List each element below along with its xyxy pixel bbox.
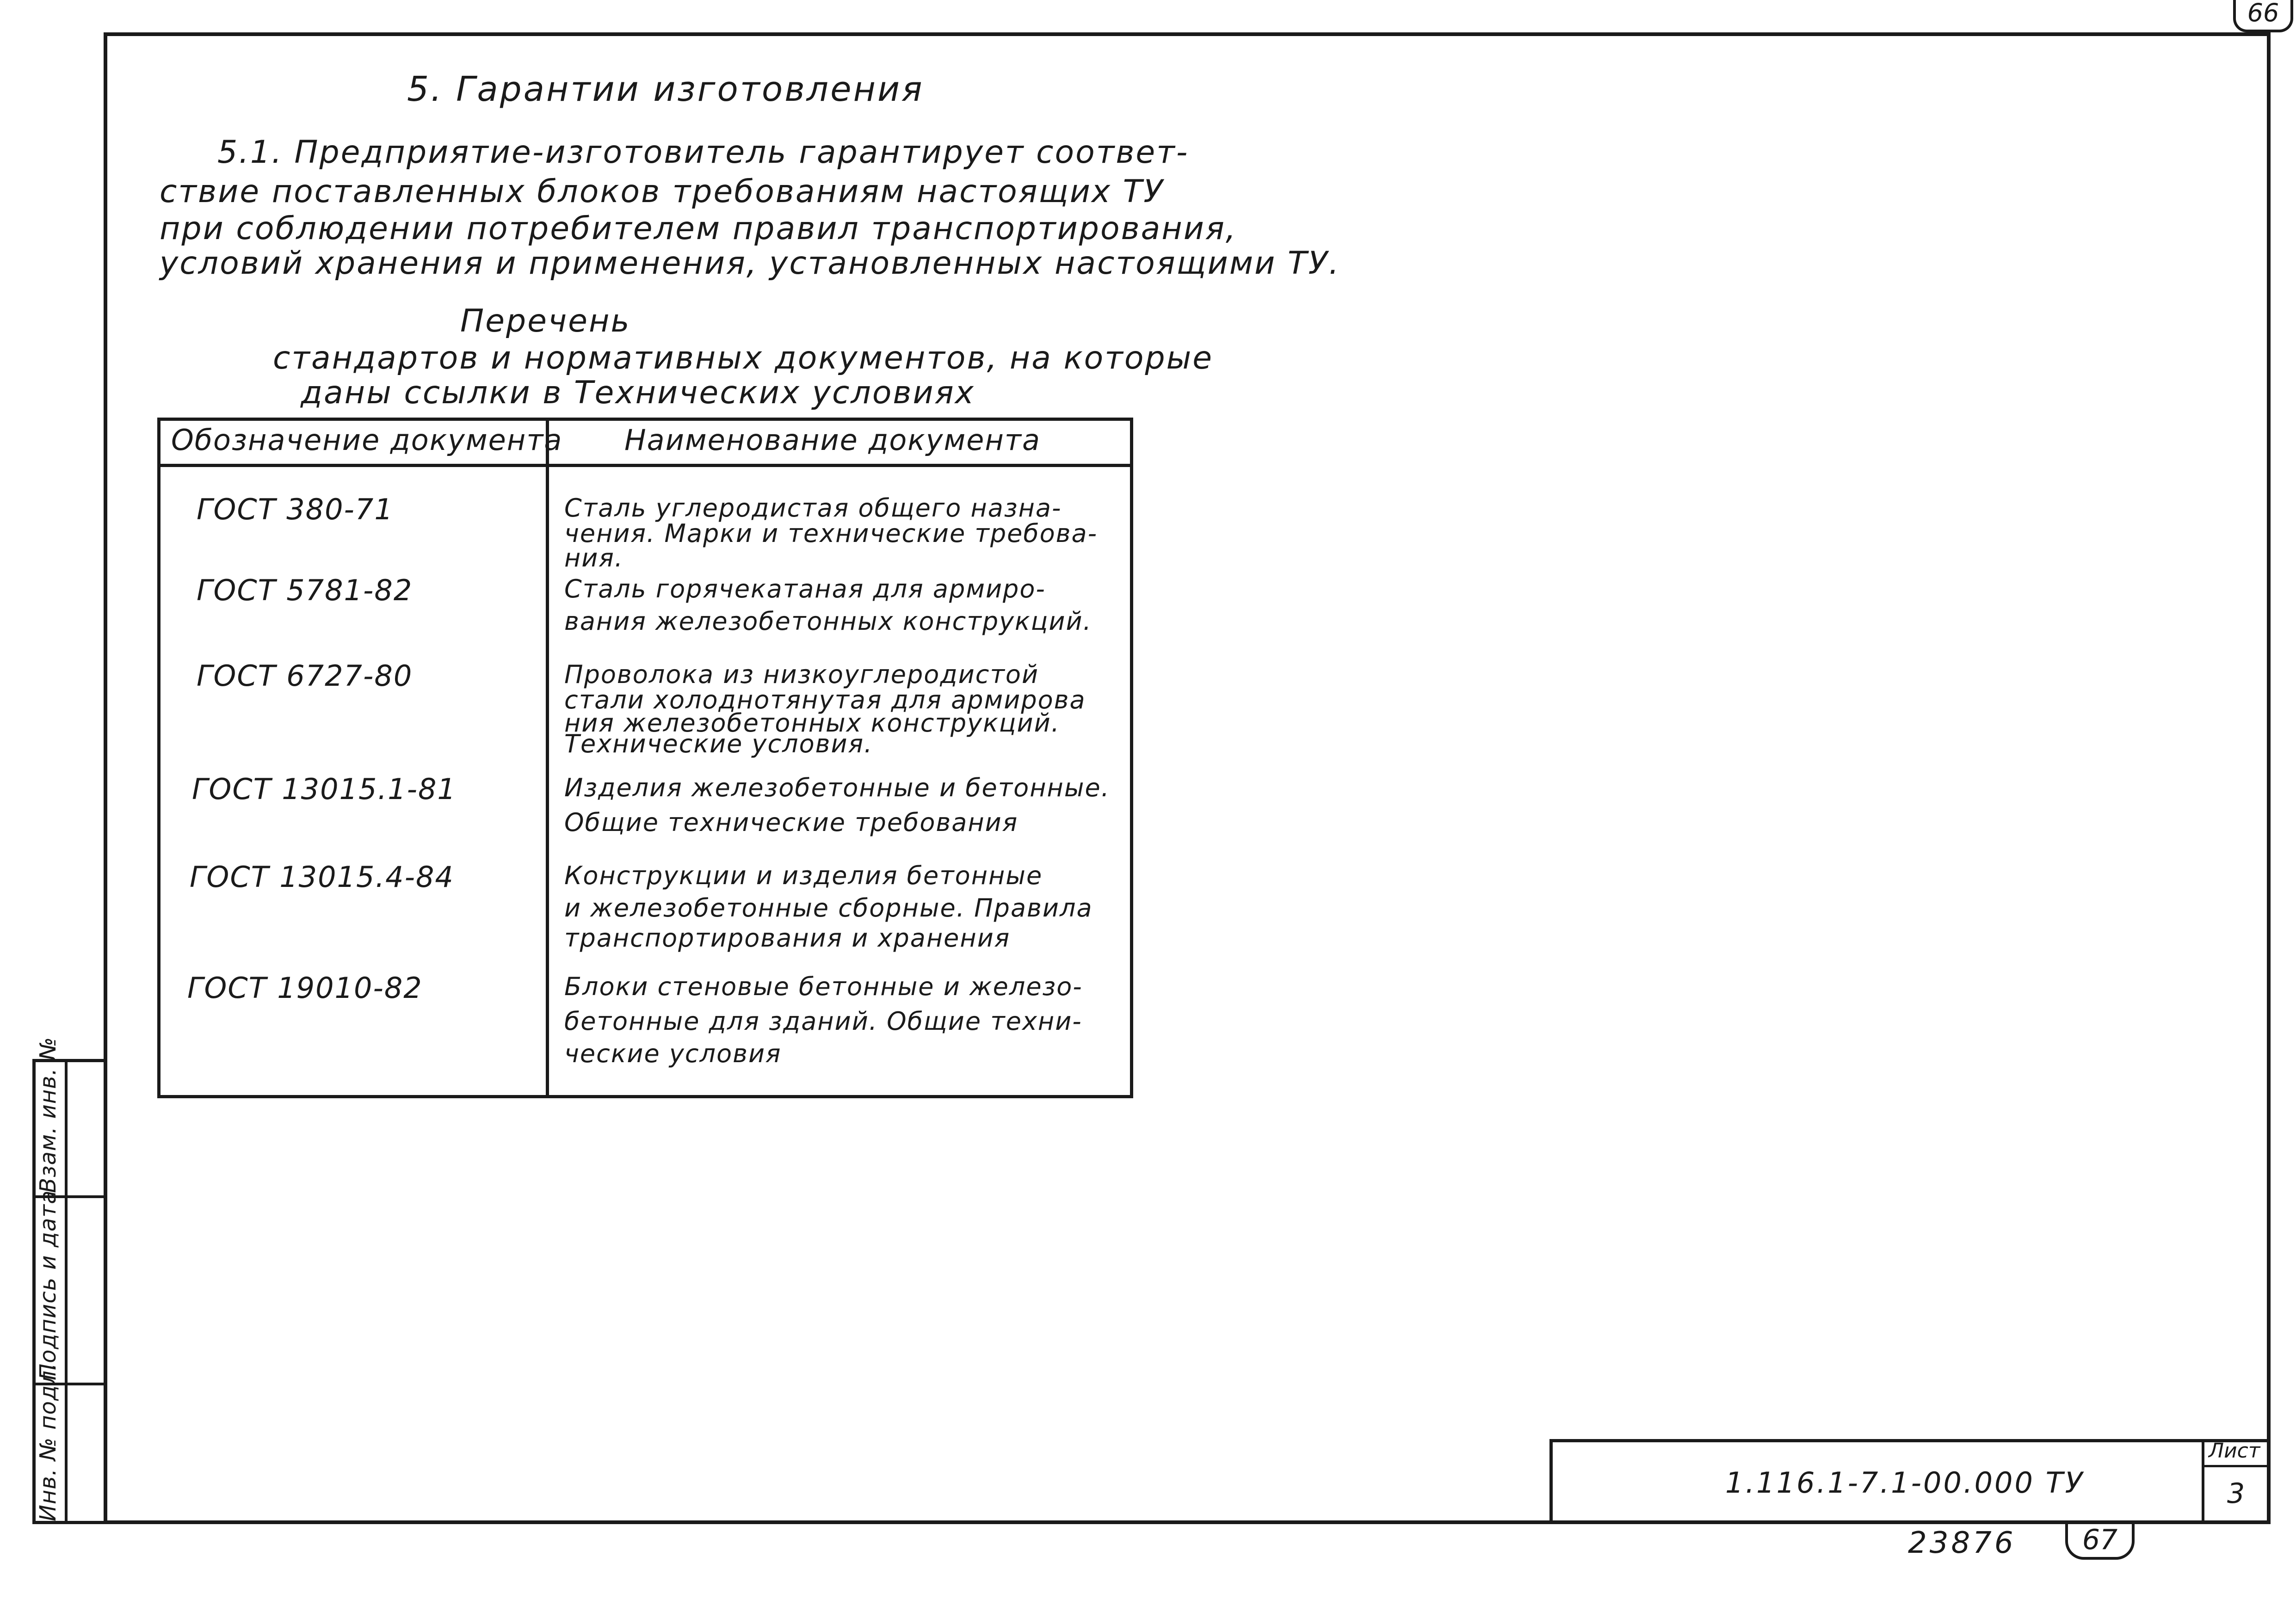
sheet-label: Лист bbox=[2209, 1439, 2260, 1463]
paragraph-line-3: при соблюдении потребителем правил транспортирования, bbox=[160, 210, 1237, 247]
side-label-replacement-inv: Взам. инв. № bbox=[35, 1037, 61, 1193]
table-column-divider bbox=[546, 418, 549, 1098]
corner-page-number: 66 bbox=[2233, 0, 2293, 32]
table-row-5-name-line-1: Конструкции и изделия бетонные bbox=[564, 861, 1043, 890]
table-row-3-name-line-2: стали холоднотянутая для армирова bbox=[564, 685, 1086, 714]
list-subtitle-line-1: стандартов и нормативных документов, на которые bbox=[273, 340, 1214, 376]
sheet-number: 3 bbox=[2227, 1477, 2245, 1510]
table-row-3-code: ГОСТ 6727-80 bbox=[197, 659, 413, 693]
table-header-designation: Обозначение документа bbox=[171, 423, 563, 457]
table-row-5-code: ГОСТ 13015.4-84 bbox=[190, 860, 454, 894]
table-row-1-name-line-1: Сталь углеродистая общего назна- bbox=[564, 493, 1062, 523]
order-number: 23876 bbox=[1908, 1526, 2016, 1560]
table-row-1-name-line-2: чения. Марки и технические требова- bbox=[564, 519, 1098, 548]
table-row-4-name-line-2: Общие технические требования bbox=[564, 808, 1018, 837]
table-row-4-name-line-1: Изделия железобетонные и бетонные. bbox=[564, 773, 1110, 802]
list-title: Перечень bbox=[460, 303, 631, 339]
paragraph-line-1: 5.1. Предприятие-изготовитель гарантирует соответ- bbox=[217, 134, 1189, 171]
table-row-1-code: ГОСТ 380-71 bbox=[197, 492, 394, 526]
side-label-inv-number: Инв. № подл. bbox=[35, 1362, 61, 1521]
table-row-5-name-line-3: транспортирования и хранения bbox=[564, 923, 1011, 953]
table-row-6-name-line-1: Блоки стеновые бетонные и железо- bbox=[564, 972, 1083, 1001]
section-title: 5. Гарантии изготовления bbox=[407, 69, 924, 109]
table-row-6-code: ГОСТ 19010-82 bbox=[187, 971, 423, 1005]
table-row-3-name-line-3: ния железобетонных конструкций. bbox=[564, 708, 1060, 738]
table-row-3-name-line-1: Проволока из низкоуглеродистой bbox=[564, 660, 1039, 689]
table-row-6-name-line-3: ческие условия bbox=[564, 1039, 782, 1068]
table-row-4-code: ГОСТ 13015.1-81 bbox=[192, 772, 457, 806]
table-row-2-code: ГОСТ 5781-82 bbox=[197, 573, 413, 607]
table-row-3-name-line-4: Технические условия. bbox=[564, 729, 873, 758]
side-label-signature-date: Подпись и дата bbox=[35, 1190, 61, 1380]
table-row-6-name-line-2: бетонные для зданий. Общие техни- bbox=[564, 1007, 1082, 1036]
document-designation: 1.116.1-7.1-00.000 ТУ bbox=[1725, 1466, 2085, 1500]
side-stamp-divider-vertical bbox=[65, 1059, 68, 1524]
title-block-divider-horizontal bbox=[2202, 1465, 2271, 1467]
table-row-5-name-line-2: и железобетонные сборные. Правила bbox=[564, 893, 1093, 923]
table-row-2-name-line-1: Сталь горячекатаная для армиро- bbox=[564, 574, 1046, 603]
table-header-divider bbox=[157, 464, 1133, 467]
table-row-1-name-line-3: ния. bbox=[564, 543, 624, 572]
table-header-name: Наименование документа bbox=[624, 423, 1041, 457]
circled-page-number: 67 bbox=[2065, 1524, 2135, 1560]
paragraph-line-2: ствие поставленных блоков требованиям настоящих ТУ bbox=[160, 173, 1164, 210]
list-subtitle-line-2: даны ссылки в Технических условиях bbox=[301, 375, 975, 411]
paragraph-line-4: условий хранения и применения, установленных настоящими ТУ. bbox=[160, 245, 1340, 282]
table-row-2-name-line-2: вания железобетонных конструкций. bbox=[564, 607, 1092, 636]
title-block-divider-vertical bbox=[2202, 1439, 2204, 1524]
